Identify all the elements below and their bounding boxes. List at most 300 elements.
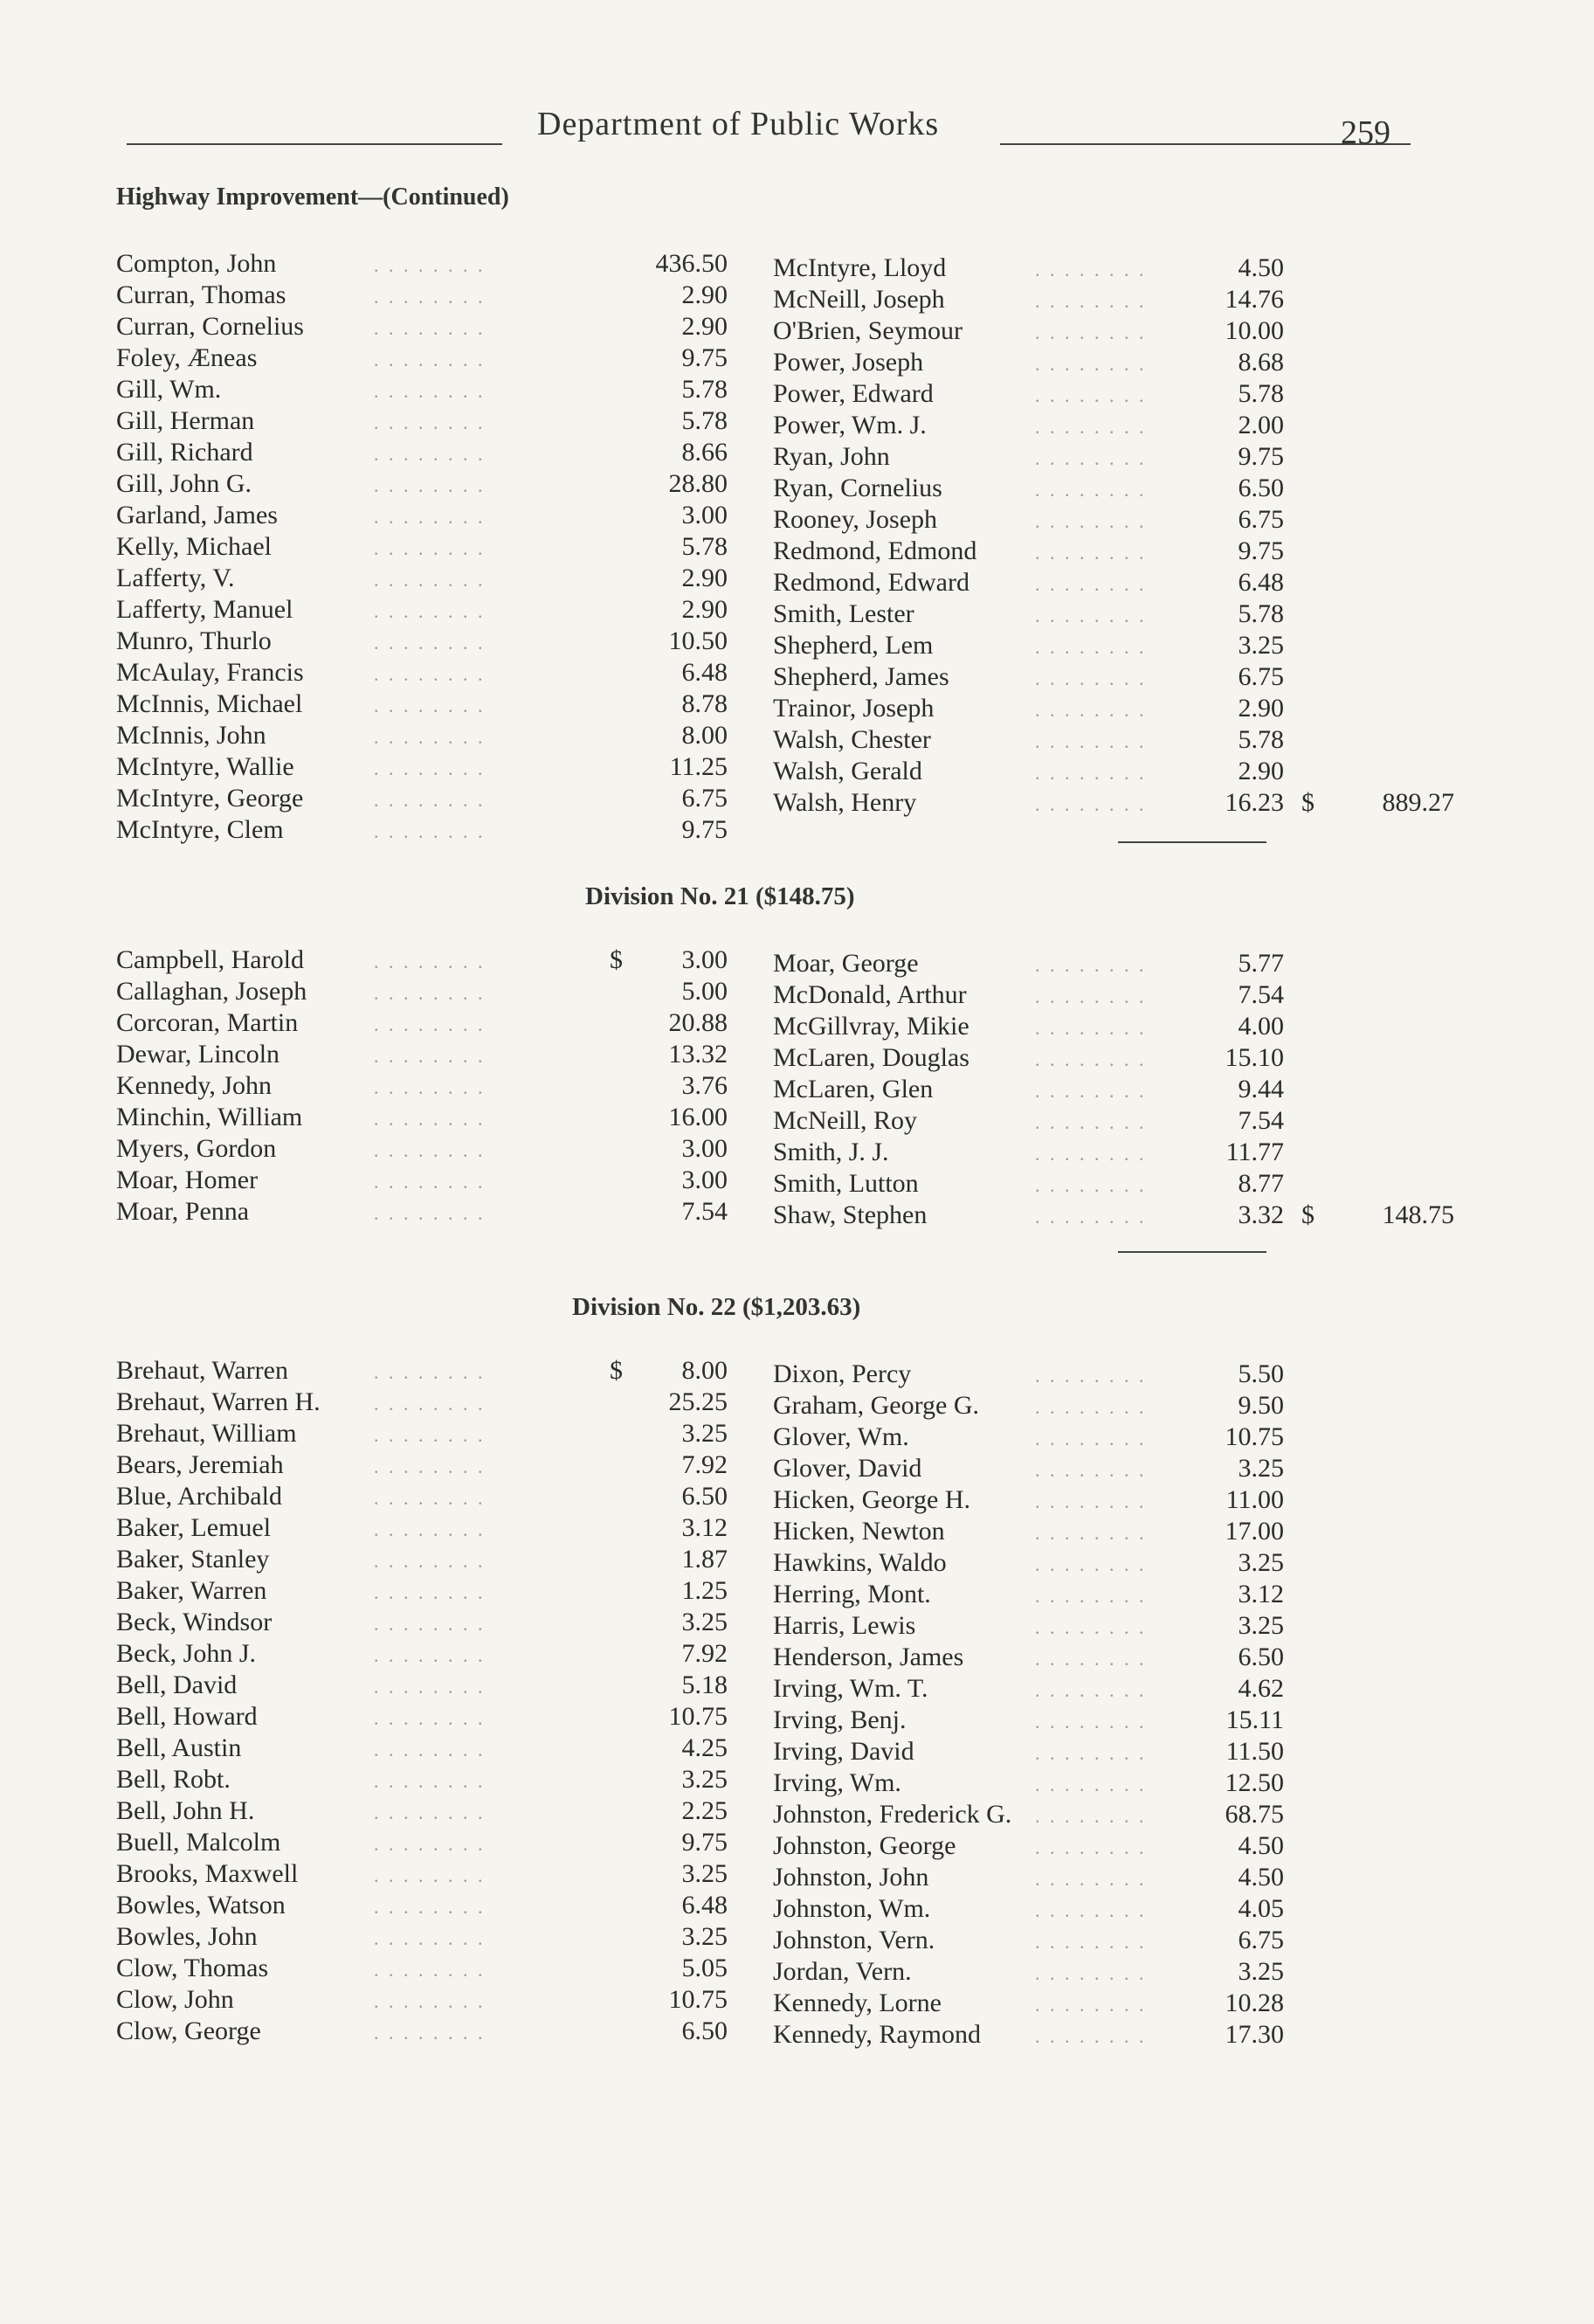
dot-leader: . . . . . . . .	[374, 286, 486, 308]
entry-amount: 5.18	[681, 1670, 728, 1699]
list-item	[773, 1200, 1472, 1232]
dot-leader: . . . . . . . .	[374, 1076, 486, 1098]
dot-leader: . . . . . . . .	[1035, 353, 1147, 375]
entry-name: Brooks, Maxwell	[116, 1859, 299, 1888]
page-title: Department of Public Works	[537, 106, 940, 142]
entry-name: McIntyre, Clem	[116, 815, 284, 844]
dot-leader: . . . . . . . .	[374, 1202, 486, 1224]
dot-leader: . . . . . . . .	[374, 1707, 486, 1729]
entry-name: Johnston, Vern.	[773, 1926, 935, 1954]
dot-leader: . . . . . . . .	[374, 569, 486, 591]
entry-amount: 6.48	[1238, 568, 1284, 597]
dot-leader: . . . . . . . .	[374, 663, 486, 685]
entry-name: Redmond, Edmond	[773, 536, 977, 565]
entry-name: Walsh, Henry	[773, 788, 917, 817]
entry-name: Beck, John J.	[116, 1639, 256, 1668]
division22-right-column	[773, 1359, 1472, 2051]
dot-leader: . . . . . . . .	[1035, 384, 1147, 406]
entry-name: Redmond, Edward	[773, 568, 970, 597]
list-item	[773, 1169, 1472, 1200]
entry-name: Johnston, Wm.	[773, 1894, 931, 1923]
division-total: 148.75	[1382, 1200, 1454, 1229]
dot-leader: . . . . . . . .	[1035, 1365, 1147, 1387]
list-item	[116, 784, 745, 815]
entry-amount: 9.75	[681, 1828, 728, 1857]
entry-name: Bowles, John	[116, 1922, 258, 1951]
list-item	[773, 442, 1472, 474]
list-item	[116, 501, 745, 532]
dot-leader: . . . . . . . .	[1035, 1931, 1147, 1953]
dot-leader: . . . . . . . .	[374, 537, 486, 559]
entry-amount: 6.75	[1238, 505, 1284, 534]
list-item	[116, 977, 745, 1008]
entry-name: O'Brien, Seymour	[773, 316, 963, 345]
dot-leader: . . . . . . . .	[374, 1108, 486, 1130]
dot-leader: . . . . . . . .	[374, 443, 486, 465]
list-item	[116, 1545, 745, 1576]
entry-amount: 4.25	[681, 1733, 728, 1762]
list-item	[116, 1356, 745, 1387]
dot-leader: . . . . . . . .	[1035, 1585, 1147, 1607]
entry-name: Shaw, Stephen	[773, 1200, 928, 1229]
entry-amount: 5.05	[681, 1954, 728, 1982]
dot-leader: . . . . . . . .	[374, 1676, 486, 1698]
entry-amount: 6.75	[1238, 662, 1284, 691]
list-item	[773, 725, 1472, 757]
entry-name: Munro, Thurlo	[116, 626, 272, 655]
entry-amount: 10.28	[1225, 1989, 1284, 2017]
entry-name: Bowles, Watson	[116, 1891, 286, 1919]
entry-name: Clow, John	[116, 1985, 234, 2014]
entry-amount: 9.75	[1238, 442, 1284, 471]
entry-name: Moar, Homer	[116, 1165, 259, 1194]
dot-leader: . . . . . . . .	[1035, 762, 1147, 784]
entry-name: Baker, Stanley	[116, 1545, 270, 1574]
entry-amount: 11.50	[1225, 1737, 1284, 1766]
entry-amount: 10.75	[668, 1702, 728, 1731]
entry-amount: 6.50	[681, 2016, 728, 2045]
entry-amount: 5.50	[1238, 1359, 1284, 1388]
entry-name: Garland, James	[116, 501, 278, 529]
dot-leader: . . . . . . . .	[374, 632, 486, 654]
dot-leader: . . . . . . . .	[374, 1644, 486, 1666]
list-item	[116, 1450, 745, 1482]
block1-total-rule	[1118, 841, 1266, 843]
list-item	[773, 662, 1472, 694]
section-heading: Highway Improvement—(Continued)	[116, 183, 509, 211]
entry-name: Bell, Austin	[116, 1733, 242, 1762]
dot-leader: . . . . . . . .	[1035, 1048, 1147, 1070]
list-item	[116, 1165, 745, 1197]
entry-name: Baker, Warren	[116, 1576, 267, 1605]
entry-amount: 6.48	[681, 658, 728, 687]
list-item	[116, 1954, 745, 1985]
entry-amount: 6.50	[1238, 1643, 1284, 1671]
entry-name: Moar, Penna	[116, 1197, 250, 1226]
entry-amount: 8.00	[681, 1356, 728, 1385]
entry-name: Blue, Archibald	[116, 1482, 282, 1511]
entry-amount: 20.88	[668, 1008, 728, 1037]
entry-amount: 11.00	[1225, 1485, 1284, 1514]
entry-name: Clow, George	[116, 2016, 261, 2045]
list-item	[773, 379, 1472, 411]
list-item	[116, 689, 745, 721]
list-item	[773, 1831, 1472, 1863]
entry-amount: 3.00	[681, 1134, 728, 1163]
dot-leader: . . . . . . . .	[374, 695, 486, 716]
list-item	[116, 1796, 745, 1828]
entry-name: Hicken, Newton	[773, 1517, 945, 1546]
dot-leader: . . . . . . . .	[1035, 542, 1147, 564]
block1-left-column	[116, 249, 745, 847]
entry-name: Shepherd, James	[773, 662, 949, 691]
entry-name: Hawkins, Waldo	[773, 1548, 947, 1577]
entry-name: Johnston, George	[773, 1831, 956, 1860]
list-item	[773, 1643, 1472, 1674]
dot-leader: . . . . . . . .	[374, 1045, 486, 1067]
entry-amount: 3.25	[1238, 1454, 1284, 1483]
entry-amount: 3.25	[681, 1765, 728, 1794]
entry-name: Dewar, Lincoln	[116, 1040, 280, 1069]
entry-name: Gill, John G.	[116, 469, 252, 498]
entry-name: Walsh, Gerald	[773, 757, 922, 785]
entry-name: Foley, Æneas	[116, 343, 258, 372]
entry-amount: 2.90	[681, 280, 728, 309]
entry-amount: 6.48	[681, 1891, 728, 1919]
dot-leader: . . . . . . . .	[374, 412, 486, 433]
entry-name: Curran, Thomas	[116, 280, 286, 309]
list-item	[773, 631, 1472, 662]
list-item	[116, 1071, 745, 1103]
list-item	[116, 1702, 745, 1733]
entry-name: Callaghan, Joseph	[116, 977, 307, 1006]
list-item	[116, 312, 745, 343]
entry-name: Bell, David	[116, 1670, 238, 1699]
entry-amount: 7.54	[681, 1197, 728, 1226]
list-item	[116, 469, 745, 501]
list-item	[116, 1733, 745, 1765]
header-rule-left	[127, 143, 502, 145]
list-item	[116, 1134, 745, 1165]
entry-name: Walsh, Chester	[773, 725, 931, 754]
dot-leader: . . . . . . . .	[1035, 1962, 1147, 1984]
entry-name: McIntyre, Lloyd	[773, 253, 947, 282]
list-item	[116, 1387, 745, 1419]
entry-amount: 3.25	[1238, 1548, 1284, 1577]
entry-name: Smith, Lester	[773, 599, 914, 628]
dot-leader: . . . . . . . .	[374, 1581, 486, 1603]
entry-name: Irving, Benj.	[773, 1705, 907, 1734]
division22-heading: Division No. 22 ($1,203.63)	[572, 1293, 861, 1321]
entry-name: Henderson, James	[773, 1643, 964, 1671]
dot-leader: . . . . . . . .	[374, 1424, 486, 1446]
dot-leader: . . . . . . . .	[1035, 1080, 1147, 1102]
entry-amount: 15.10	[1225, 1043, 1284, 1072]
list-item	[116, 564, 745, 595]
list-item	[773, 1863, 1472, 1894]
list-item	[773, 1422, 1472, 1454]
entry-name: McGillvray, Mikie	[773, 1012, 970, 1041]
dot-leader: . . . . . . . .	[374, 1927, 486, 1949]
dollar-sign: $	[610, 945, 623, 974]
dot-leader: . . . . . . . .	[374, 474, 486, 496]
list-item	[116, 1576, 745, 1608]
entry-name: Johnston, John	[773, 1863, 929, 1892]
list-item	[773, 1391, 1472, 1422]
list-item	[773, 568, 1472, 599]
dot-leader: . . . . . . . .	[1035, 954, 1147, 976]
entry-name: Gill, Herman	[116, 406, 255, 435]
list-item	[116, 1103, 745, 1134]
dot-leader: . . . . . . . .	[374, 1518, 486, 1540]
dot-leader: . . . . . . . .	[1035, 1994, 1147, 2016]
entry-amount: 10.00	[1225, 316, 1284, 345]
entry-name: Hicken, George H.	[773, 1485, 971, 1514]
list-item	[116, 343, 745, 375]
entry-amount: 11.25	[669, 752, 728, 781]
dot-leader: . . . . . . . .	[1035, 793, 1147, 815]
entry-amount: 10.75	[1225, 1422, 1284, 1451]
list-item	[116, 1859, 745, 1891]
entry-amount: 3.25	[681, 1922, 728, 1951]
list-item	[773, 1737, 1472, 1768]
dot-leader: . . . . . . . .	[374, 600, 486, 622]
list-item	[116, 375, 745, 406]
list-item	[773, 1926, 1472, 1957]
entry-amount: 2.90	[1238, 757, 1284, 785]
dot-leader: . . . . . . . .	[374, 317, 486, 339]
entry-name: Smith, Lutton	[773, 1169, 919, 1198]
entry-name: Bell, Robt.	[116, 1765, 231, 1794]
list-item	[116, 1985, 745, 2016]
entry-amount: 1.87	[681, 1545, 728, 1574]
division21-left-column	[116, 945, 745, 1228]
entry-name: Curran, Cornelius	[116, 312, 304, 341]
entry-name: Smith, J. J.	[773, 1138, 889, 1166]
entry-name: McDonald, Arthur	[773, 980, 967, 1009]
entry-name: McNeill, Roy	[773, 1106, 917, 1135]
dot-leader: . . . . . . . .	[374, 951, 486, 972]
entry-amount: 4.00	[1238, 1012, 1284, 1041]
entry-name: McNeill, Joseph	[773, 285, 945, 314]
entry-name: McIntyre, George	[116, 784, 304, 813]
dot-leader: . . . . . . . .	[1035, 1553, 1147, 1575]
total-dollar-sign: $	[1301, 788, 1315, 817]
entry-amount: 5.77	[1238, 949, 1284, 978]
dot-leader: . . . . . . . .	[1035, 1459, 1147, 1481]
list-item	[116, 945, 745, 977]
dot-leader: . . . . . . . .	[1035, 1836, 1147, 1858]
dot-leader: . . . . . . . .	[374, 1770, 486, 1792]
entry-amount: 3.00	[681, 945, 728, 974]
entry-name: Bears, Jeremiah	[116, 1450, 284, 1479]
block1-right-column	[773, 253, 1472, 820]
list-item	[116, 532, 745, 564]
entry-name: Irving, Wm.	[773, 1768, 901, 1797]
entry-name: Myers, Gordon	[116, 1134, 277, 1163]
entry-name: Rooney, Joseph	[773, 505, 938, 534]
dot-leader: . . . . . . . .	[1035, 510, 1147, 532]
entry-amount: 3.25	[681, 1859, 728, 1888]
entry-name: McIntyre, Wallie	[116, 752, 294, 781]
page-number: 259	[1341, 114, 1390, 151]
list-item	[773, 980, 1472, 1012]
list-item	[773, 285, 1472, 316]
entry-amount: 6.75	[1238, 1926, 1284, 1954]
dot-leader: . . . . . . . .	[1035, 1017, 1147, 1039]
entry-amount: 6.50	[681, 1482, 728, 1511]
entry-name: Glover, Wm.	[773, 1422, 909, 1451]
entry-name: Herring, Mont.	[773, 1580, 931, 1608]
list-item	[773, 505, 1472, 536]
division-total: 889.27	[1382, 788, 1454, 817]
dot-leader: . . . . . . . .	[1035, 1396, 1147, 1418]
list-item	[116, 1008, 745, 1040]
entry-name: Brehaut, Warren	[116, 1356, 288, 1385]
dot-leader: . . . . . . . .	[374, 254, 486, 276]
list-item	[773, 1548, 1472, 1580]
list-item	[116, 1828, 745, 1859]
entry-name: Gill, Wm.	[116, 375, 222, 404]
list-item	[773, 1454, 1472, 1485]
dot-leader: . . . . . . . .	[374, 1896, 486, 1918]
list-item	[116, 815, 745, 847]
entry-name: Ryan, John	[773, 442, 890, 471]
page-header	[127, 105, 1419, 157]
entry-name: Graham, George G.	[773, 1391, 980, 1420]
entry-name: Beck, Windsor	[116, 1608, 273, 1636]
dot-leader: . . . . . . . .	[1035, 636, 1147, 658]
list-item	[116, 1670, 745, 1702]
entry-amount: 6.75	[681, 784, 728, 813]
list-item	[116, 1922, 745, 1954]
entry-name: McInnis, Michael	[116, 689, 303, 718]
entry-name: Kelly, Michael	[116, 532, 272, 561]
entry-amount: 3.32	[1238, 1200, 1284, 1229]
dot-leader: . . . . . . . .	[374, 1487, 486, 1509]
list-item	[773, 1768, 1472, 1800]
list-item	[773, 536, 1472, 568]
entry-amount: 10.75	[668, 1985, 728, 2014]
entry-amount: 3.25	[1238, 1957, 1284, 1986]
list-item	[773, 1580, 1472, 1611]
list-item	[116, 438, 745, 469]
entry-amount: 3.12	[1238, 1580, 1284, 1608]
entry-name: Ryan, Cornelius	[773, 474, 942, 502]
entry-name: Moar, George	[773, 949, 919, 978]
entry-amount: 4.50	[1238, 1831, 1284, 1860]
entry-name: Power, Wm. J.	[773, 411, 927, 439]
dot-leader: . . . . . . . .	[374, 789, 486, 811]
dot-leader: . . . . . . . .	[1035, 1143, 1147, 1165]
entry-name: Baker, Lemuel	[116, 1513, 272, 1542]
entry-amount: 7.92	[681, 1639, 728, 1668]
list-item	[116, 1040, 745, 1071]
list-item	[773, 1075, 1472, 1106]
entry-amount: 9.50	[1238, 1391, 1284, 1420]
list-item	[773, 949, 1472, 980]
entry-amount: 8.77	[1238, 1169, 1284, 1198]
entry-amount: 2.25	[681, 1796, 728, 1825]
dot-leader: . . . . . . . .	[374, 757, 486, 779]
entry-amount: 3.12	[681, 1513, 728, 1542]
dot-leader: . . . . . . . .	[374, 349, 486, 370]
entry-amount: 2.90	[681, 312, 728, 341]
dot-leader: . . . . . . . .	[1035, 1711, 1147, 1733]
list-item	[773, 1611, 1472, 1643]
entry-name: Trainor, Joseph	[773, 694, 935, 723]
entry-amount: 8.00	[681, 721, 728, 750]
entry-name: Gill, Richard	[116, 438, 253, 467]
division21-heading: Division No. 21 ($148.75)	[585, 882, 855, 910]
dot-leader: . . . . . . . .	[1035, 1428, 1147, 1449]
dot-leader: . . . . . . . .	[374, 1833, 486, 1855]
dot-leader: . . . . . . . .	[374, 380, 486, 402]
entry-amount: 10.50	[668, 626, 728, 655]
dot-leader: . . . . . . . .	[374, 1139, 486, 1161]
entry-amount: 3.25	[1238, 631, 1284, 660]
list-item	[116, 1891, 745, 1922]
entry-name: McAulay, Francis	[116, 658, 304, 687]
dollar-sign: $	[610, 1356, 623, 1385]
list-item	[773, 1800, 1472, 1831]
list-item	[773, 1106, 1472, 1138]
entry-amount: 11.77	[1225, 1138, 1284, 1166]
list-item	[116, 1639, 745, 1670]
entry-name: Lafferty, V.	[116, 564, 235, 592]
entry-name: McLaren, Glen	[773, 1075, 934, 1103]
dot-leader: . . . . . . . .	[1035, 1616, 1147, 1638]
list-item	[773, 1043, 1472, 1075]
list-item	[773, 599, 1472, 631]
dot-leader: . . . . . . . .	[374, 1393, 486, 1414]
entry-amount: 68.75	[1225, 1800, 1284, 1829]
entry-amount: 4.50	[1238, 1863, 1284, 1892]
entry-amount: 5.78	[681, 532, 728, 561]
dot-leader: . . . . . . . .	[374, 1013, 486, 1035]
dot-leader: . . . . . . . .	[374, 1361, 486, 1383]
entry-amount: 5.78	[1238, 379, 1284, 408]
list-item	[773, 1674, 1472, 1705]
list-item	[116, 595, 745, 626]
entry-amount: 3.00	[681, 1165, 728, 1194]
entry-name: Brehaut, Warren H.	[116, 1387, 321, 1416]
entry-amount: 5.78	[1238, 599, 1284, 628]
list-item	[773, 348, 1472, 379]
dot-leader: . . . . . . . .	[1035, 479, 1147, 501]
entry-amount: 9.44	[1238, 1075, 1284, 1103]
dot-leader: . . . . . . . .	[1035, 667, 1147, 689]
entry-name: Irving, Wm. T.	[773, 1674, 928, 1703]
entry-amount: 2.00	[1238, 411, 1284, 439]
entry-name: Glover, David	[773, 1454, 922, 1483]
list-item	[116, 1608, 745, 1639]
list-item	[773, 1989, 1472, 2020]
entry-amount: 5.78	[1238, 725, 1284, 754]
entry-name: Bell, John H.	[116, 1796, 255, 1825]
list-item	[116, 752, 745, 784]
entry-name: Kennedy, Raymond	[773, 2020, 982, 2049]
entry-amount: 4.05	[1238, 1894, 1284, 1923]
entry-name: Power, Edward	[773, 379, 934, 408]
entry-amount: 436.50	[655, 249, 728, 278]
entry-amount: 13.32	[668, 1040, 728, 1069]
dot-leader: . . . . . . . .	[1035, 1742, 1147, 1764]
entry-amount: 28.80	[668, 469, 728, 498]
list-item	[773, 1359, 1472, 1391]
entry-amount: 3.25	[681, 1419, 728, 1448]
dot-leader: . . . . . . . .	[1035, 1679, 1147, 1701]
